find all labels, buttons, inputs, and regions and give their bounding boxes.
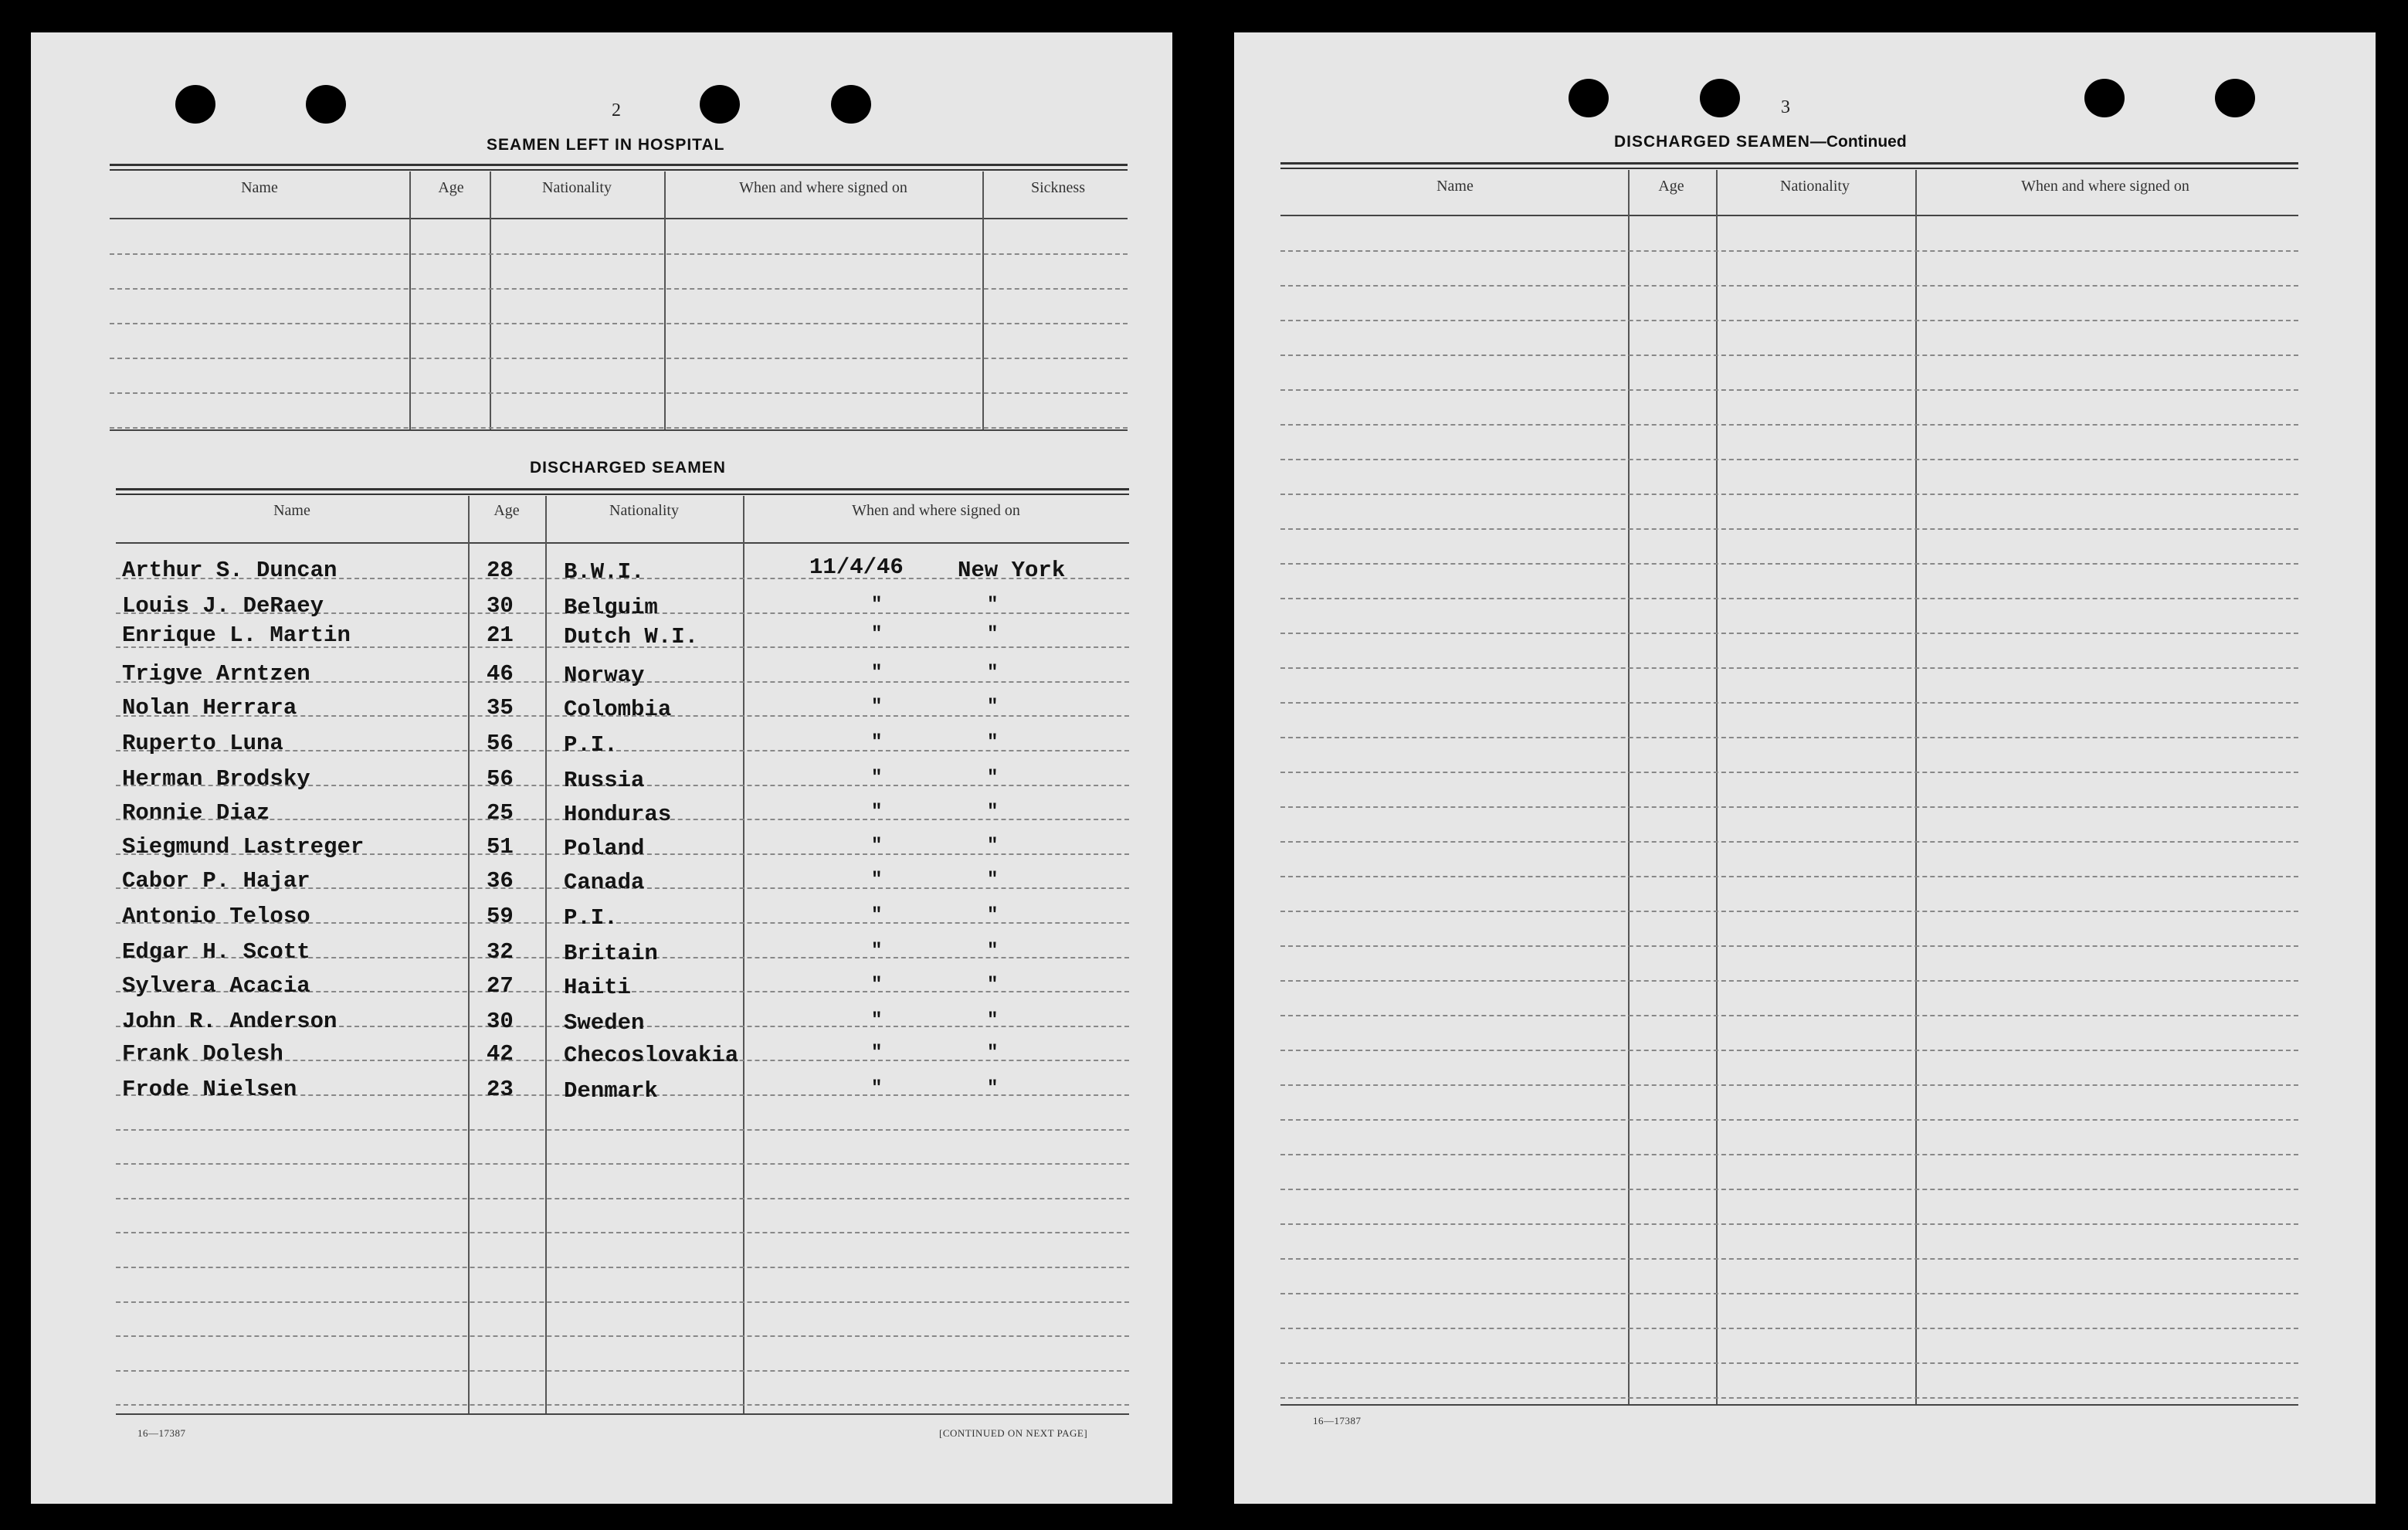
row-line xyxy=(1280,598,2298,599)
title-continued: —Continued xyxy=(1809,133,1907,151)
form-number: 16—17387 xyxy=(137,1427,186,1439)
row-line xyxy=(110,392,1128,394)
punch-hole xyxy=(2215,79,2255,117)
seaman-age: 36 xyxy=(487,868,514,894)
seaman-nationality: B.W.I. xyxy=(564,559,645,585)
seaman-name: Antonio Teloso xyxy=(122,904,310,929)
row-line xyxy=(116,1267,1129,1268)
signed-on-place-ditto: " xyxy=(987,624,999,645)
table-bottom-rule xyxy=(1280,1404,2298,1406)
signed-on-date-ditto: " xyxy=(871,870,883,891)
seaman-name: Nolan Herrara xyxy=(122,695,297,721)
row-line xyxy=(1280,841,2298,843)
row-line xyxy=(1280,911,2298,912)
seaman-nationality: Belguim xyxy=(564,595,658,620)
column-header: Age xyxy=(493,502,520,519)
row-line xyxy=(1280,1258,2298,1260)
seaman-name: Edgar H. Scott xyxy=(122,939,310,965)
seaman-name: Sylvera Acacia xyxy=(122,973,310,999)
signed-on-date: 11/4/46 xyxy=(809,555,904,580)
table-bottom-rule xyxy=(110,429,1128,431)
row-line xyxy=(1280,980,2298,982)
column-header: When and where signed on xyxy=(739,179,907,196)
row-line xyxy=(1280,737,2298,738)
table-top-rule xyxy=(110,164,1128,166)
signed-on-place-ditto: " xyxy=(987,595,999,616)
continued-note: [CONTINUED ON NEXT PAGE] xyxy=(939,1427,1088,1439)
signed-on-date-ditto: " xyxy=(871,836,883,857)
column-divider xyxy=(409,171,411,429)
seaman-age: 25 xyxy=(487,800,514,826)
signed-on-date-ditto: " xyxy=(871,1043,883,1064)
seaman-age: 46 xyxy=(487,661,514,687)
row-line xyxy=(1280,876,2298,877)
seaman-nationality: Colombia xyxy=(564,697,672,722)
row-line xyxy=(1280,1189,2298,1190)
signed-on-date-ditto: " xyxy=(871,595,883,616)
punch-hole xyxy=(175,85,215,124)
row-line xyxy=(116,1404,1129,1406)
row-line xyxy=(1280,494,2298,495)
signed-on-place-ditto: " xyxy=(987,697,999,718)
header-rule xyxy=(116,542,1129,544)
seaman-nationality: P.I. xyxy=(564,905,618,931)
row-line xyxy=(1280,633,2298,634)
signed-on-date-ditto: " xyxy=(871,663,883,684)
row-line xyxy=(1280,424,2298,426)
seaman-name: Siegmund Lastreger xyxy=(122,834,365,860)
row-line xyxy=(116,1370,1129,1372)
row-line xyxy=(1280,1015,2298,1016)
row-line xyxy=(116,1232,1129,1233)
seaman-nationality: Sweden xyxy=(564,1010,645,1036)
seaman-age: 30 xyxy=(487,1009,514,1034)
row-line xyxy=(1280,1119,2298,1121)
seaman-nationality: Russia xyxy=(564,768,645,793)
row-line xyxy=(1280,667,2298,669)
form-number: 16—17387 xyxy=(1313,1415,1362,1427)
row-line xyxy=(1280,702,2298,704)
row-line xyxy=(110,358,1128,359)
column-header: Sickness xyxy=(1031,179,1085,196)
row-line xyxy=(116,1129,1129,1131)
signed-on-date-ditto: " xyxy=(871,975,883,996)
row-line xyxy=(110,253,1128,255)
seaman-nationality: Denmark xyxy=(564,1078,658,1104)
row-line xyxy=(116,1335,1129,1337)
punch-hole xyxy=(831,85,871,124)
column-header: Name xyxy=(1436,178,1474,195)
column-header: Nationality xyxy=(542,179,612,196)
row-line xyxy=(1280,806,2298,808)
seaman-name: John R. Anderson xyxy=(122,1009,337,1034)
seaman-name: Cabor P. Hajar xyxy=(122,868,310,894)
discharged-continued-title xyxy=(1614,133,1907,151)
seaman-age: 21 xyxy=(487,623,514,648)
seaman-name: Louis J. DeRaey xyxy=(122,593,324,619)
seaman-name: Ruperto Luna xyxy=(122,731,283,756)
seaman-nationality: P.I. xyxy=(564,732,618,758)
row-line xyxy=(110,323,1128,324)
row-line xyxy=(1280,1328,2298,1329)
seaman-nationality: Honduras xyxy=(564,802,672,827)
seaman-age: 30 xyxy=(487,593,514,619)
row-line xyxy=(1280,355,2298,356)
column-header: Age xyxy=(1658,178,1684,195)
seaman-age: 42 xyxy=(487,1041,514,1067)
column-header: Name xyxy=(273,502,310,519)
row-line xyxy=(1280,389,2298,391)
row-line xyxy=(1280,1362,2298,1364)
signed-on-place-ditto: " xyxy=(987,870,999,891)
seaman-name: Trigve Arntzen xyxy=(122,661,310,687)
seaman-nationality: Haiti xyxy=(564,975,632,1000)
header-rule xyxy=(110,218,1128,219)
signed-on-place-ditto: " xyxy=(987,663,999,684)
signed-on-date-ditto: " xyxy=(871,732,883,753)
signed-on-date-ditto: " xyxy=(871,905,883,926)
seaman-age: 51 xyxy=(487,834,514,860)
seaman-age: 35 xyxy=(487,695,514,721)
column-divider xyxy=(743,496,744,1413)
punch-hole xyxy=(2084,79,2125,117)
seaman-nationality: Dutch W.I. xyxy=(564,624,699,650)
seaman-nationality: Checoslovakia xyxy=(564,1043,739,1068)
column-divider xyxy=(468,496,470,1413)
signed-on-place-ditto: " xyxy=(987,941,999,962)
column-divider xyxy=(490,171,491,429)
row-line xyxy=(1280,1084,2298,1086)
row-line xyxy=(1280,285,2298,287)
signed-on-date-ditto: " xyxy=(871,802,883,823)
discharged-section-title: DISCHARGED SEAMEN xyxy=(530,459,726,477)
signed-on-date-ditto: " xyxy=(871,941,883,962)
seaman-age: 56 xyxy=(487,766,514,792)
page-number: 2 xyxy=(612,100,621,120)
punch-hole xyxy=(1569,79,1609,117)
seaman-age: 32 xyxy=(487,939,514,965)
row-line xyxy=(1280,945,2298,947)
right-page xyxy=(1234,32,2376,1504)
seaman-age: 59 xyxy=(487,904,514,929)
seaman-nationality: Britain xyxy=(564,941,658,966)
signed-on-place-ditto: " xyxy=(987,905,999,926)
seaman-name: Arthur S. Duncan xyxy=(122,558,337,583)
signed-on-place-ditto: " xyxy=(987,1043,999,1064)
signed-on-place-ditto: " xyxy=(987,1078,999,1099)
punch-hole xyxy=(700,85,740,124)
row-line xyxy=(116,1163,1129,1165)
signed-on-place-ditto: " xyxy=(987,975,999,996)
signed-on-place-ditto: " xyxy=(987,732,999,753)
signed-on-date-ditto: " xyxy=(871,1078,883,1099)
seaman-age: 56 xyxy=(487,731,514,756)
row-line xyxy=(110,288,1128,290)
signed-on-date-ditto: " xyxy=(871,1010,883,1031)
row-line xyxy=(1280,1154,2298,1155)
row-line xyxy=(1280,1050,2298,1051)
row-line xyxy=(116,1301,1129,1303)
signed-on-place-ditto: " xyxy=(987,836,999,857)
table-bottom-rule xyxy=(116,1413,1129,1415)
page-number: 3 xyxy=(1781,97,1790,117)
row-line xyxy=(1280,459,2298,460)
row-line xyxy=(110,427,1128,429)
seaman-nationality: Poland xyxy=(564,836,645,861)
seaman-age: 28 xyxy=(487,558,514,583)
title-main: DISCHARGED SEAMEN xyxy=(1614,133,1810,151)
row-line xyxy=(1280,1397,2298,1399)
seaman-name: Enrique L. Martin xyxy=(122,623,351,648)
column-divider xyxy=(545,496,547,1413)
signed-on-date-ditto: " xyxy=(871,768,883,789)
column-divider xyxy=(664,171,666,429)
signed-on-date-ditto: " xyxy=(871,624,883,645)
signed-on-place-ditto: " xyxy=(987,1010,999,1031)
seaman-age: 27 xyxy=(487,973,514,999)
column-header: When and where signed on xyxy=(2021,178,2189,195)
hospital-section-title: SEAMEN LEFT IN HOSPITAL xyxy=(487,136,725,154)
table-top-rule xyxy=(116,488,1129,490)
left-page xyxy=(31,32,1172,1504)
column-header: Nationality xyxy=(609,502,679,519)
column-divider xyxy=(982,171,984,429)
row-line xyxy=(1280,563,2298,565)
punch-hole xyxy=(1700,79,1740,117)
row-line xyxy=(1280,320,2298,321)
row-line xyxy=(1280,772,2298,773)
row-line xyxy=(1280,1223,2298,1225)
seaman-age: 23 xyxy=(487,1077,514,1102)
column-header: Age xyxy=(438,179,464,196)
signed-on-place-ditto: " xyxy=(987,802,999,823)
row-line xyxy=(1280,1293,2298,1294)
signed-on-place-ditto: " xyxy=(987,768,999,789)
column-header: When and where signed on xyxy=(852,502,1020,519)
row-line xyxy=(1280,528,2298,530)
table-top-rule xyxy=(1280,162,2298,165)
row-line xyxy=(116,1198,1129,1199)
signed-on-place: New York xyxy=(958,558,1066,583)
seaman-name: Ronnie Diaz xyxy=(122,800,270,826)
seaman-name: Frank Dolesh xyxy=(122,1041,283,1067)
header-rule xyxy=(1280,215,2298,216)
seaman-name: Herman Brodsky xyxy=(122,766,310,792)
column-header: Nationality xyxy=(1780,178,1850,195)
signed-on-date-ditto: " xyxy=(871,697,883,718)
column-header: Name xyxy=(241,179,278,196)
punch-hole xyxy=(306,85,346,124)
seaman-nationality: Norway xyxy=(564,663,645,688)
seaman-nationality: Canada xyxy=(564,870,645,895)
row-line xyxy=(1280,250,2298,252)
seaman-name: Frode Nielsen xyxy=(122,1077,297,1102)
